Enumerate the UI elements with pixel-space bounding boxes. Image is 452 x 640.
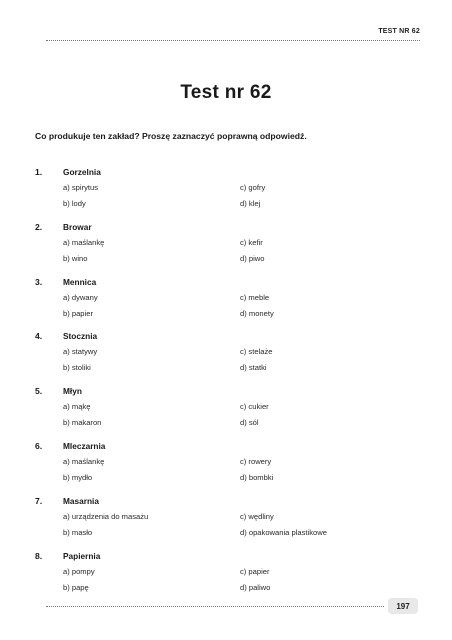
answer-option-a[interactable]: a) spirytus: [63, 183, 99, 192]
answer-option-b[interactable]: b) masło: [63, 528, 93, 537]
answer-option-d[interactable]: d) opakowania plastikowe: [240, 528, 327, 537]
answer-option-a[interactable]: a) mąkę: [63, 402, 91, 411]
instruction-text: Co produkuje ten zakład? Proszę zaznaczyć poprawną odpowiedź.: [35, 131, 307, 141]
answer-option-b[interactable]: b) makaron: [63, 418, 102, 427]
question-number: 6.: [35, 441, 43, 451]
answer-option-c[interactable]: c) cukier: [240, 402, 269, 411]
answer-option-a[interactable]: a) urządzenia do masażu: [63, 512, 149, 521]
answer-option-a[interactable]: a) maślankę: [63, 457, 105, 466]
question-number: 8.: [35, 551, 43, 561]
page-title: Test nr 62: [180, 82, 272, 103]
question-number: 5.: [35, 386, 43, 396]
page-number-badge: [388, 598, 418, 614]
question-title: Mennica: [63, 277, 97, 287]
question-title: Stocznia: [63, 331, 98, 341]
answer-option-b[interactable]: b) stoliki: [63, 363, 91, 372]
answer-option-c[interactable]: c) stelaże: [240, 347, 273, 356]
answer-option-b[interactable]: b) papę: [63, 583, 89, 592]
answer-option-c[interactable]: c) wędliny: [240, 512, 274, 521]
answer-option-c[interactable]: c) papier: [240, 567, 270, 576]
answer-option-b[interactable]: b) papier: [63, 309, 93, 318]
question-title: Gorzelnia: [63, 167, 101, 177]
question-title: Masarnia: [63, 496, 99, 506]
answer-option-b[interactable]: b) wino: [63, 254, 88, 263]
answer-option-d[interactable]: d) sól: [240, 418, 259, 427]
answer-option-a[interactable]: a) maślankę: [63, 238, 105, 247]
question-title: Młyn: [63, 386, 82, 396]
answer-option-d[interactable]: d) statki: [240, 363, 267, 372]
answer-option-d[interactable]: d) bombki: [240, 473, 274, 482]
question-number: 1.: [35, 167, 43, 177]
answer-option-a[interactable]: a) statywy: [63, 347, 98, 356]
answer-option-c[interactable]: c) kefir: [240, 238, 263, 247]
answer-option-d[interactable]: d) monety: [240, 309, 274, 318]
answer-option-c[interactable]: c) meble: [240, 293, 270, 302]
answer-option-a[interactable]: a) dywany: [63, 293, 98, 302]
answer-option-b[interactable]: b) lody: [63, 199, 86, 208]
answer-option-d[interactable]: d) klej: [240, 199, 261, 208]
question-title: Papiernia: [63, 551, 101, 561]
question-title: Browar: [63, 222, 92, 232]
question-number: 7.: [35, 496, 43, 506]
answer-option-d[interactable]: d) piwo: [240, 254, 265, 263]
answer-option-c[interactable]: c) rowery: [240, 457, 272, 466]
answer-option-d[interactable]: d) paliwo: [240, 583, 271, 592]
footer-divider: [46, 606, 384, 607]
answer-option-a[interactable]: a) pompy: [63, 567, 95, 576]
question-number: 4.: [35, 331, 43, 341]
running-header: TEST NR 62: [378, 28, 420, 35]
answer-option-b[interactable]: b) mydło: [63, 473, 93, 482]
question-number: 3.: [35, 277, 43, 287]
page-number: 197: [396, 601, 410, 611]
question-number: 2.: [35, 222, 43, 232]
question-title: Mleczarnia: [63, 441, 106, 451]
answer-option-c[interactable]: c) gofry: [240, 183, 266, 192]
